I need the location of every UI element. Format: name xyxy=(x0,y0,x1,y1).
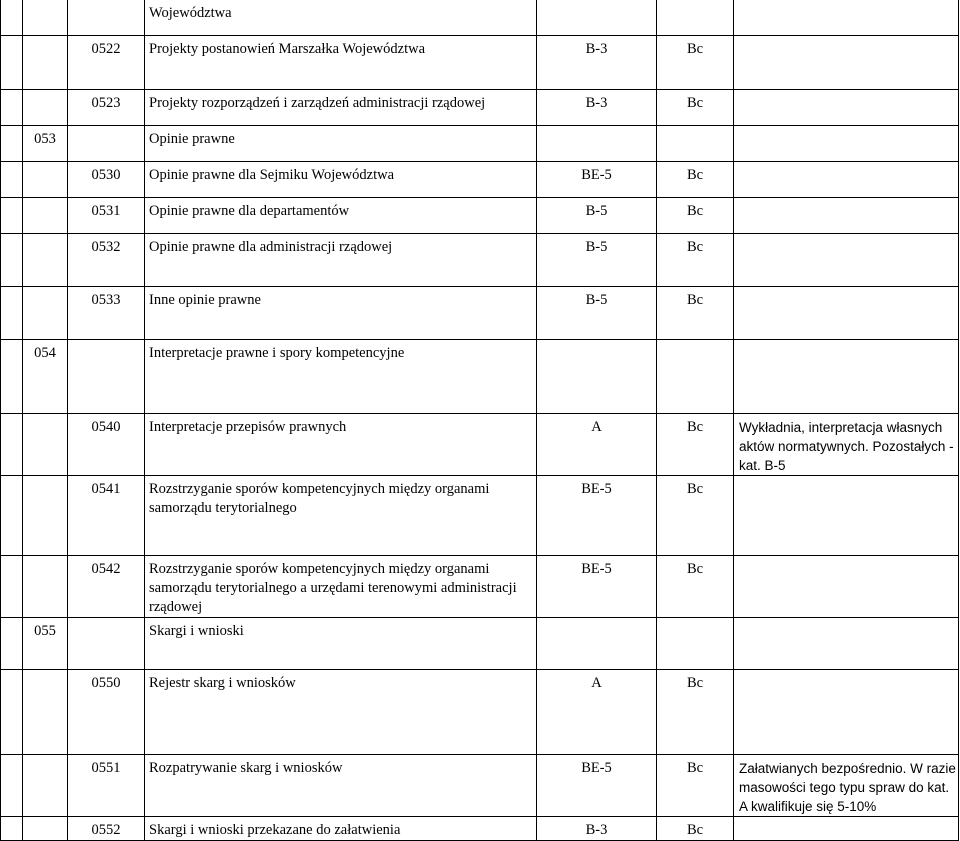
cell-kat: Bc xyxy=(657,162,734,198)
cell-col1 xyxy=(1,414,23,476)
cell-symbol: 0532 xyxy=(68,234,145,287)
cell-notes xyxy=(734,340,959,414)
cell-symbol: 0523 xyxy=(68,90,145,126)
cell-group-code xyxy=(23,198,68,234)
cell-category: A xyxy=(537,414,657,476)
cell-symbol xyxy=(68,340,145,414)
cell-kat: Bc xyxy=(657,90,734,126)
table-row xyxy=(1,126,959,162)
cell-group-code xyxy=(23,556,68,618)
cell-symbol: 0540 xyxy=(68,414,145,476)
cell-notes xyxy=(734,234,959,287)
cell-title: Skargi i wnioski przekazane do załatwienia xyxy=(145,817,537,841)
cell-col1 xyxy=(1,234,23,287)
table-row xyxy=(1,670,959,755)
cell-col1 xyxy=(1,0,23,36)
cell-title: Inne opinie prawne xyxy=(145,287,537,340)
cell-notes xyxy=(734,36,959,90)
cell-symbol xyxy=(68,618,145,670)
cell-group-code xyxy=(23,162,68,198)
cell-kat: Bc xyxy=(657,287,734,340)
cell-symbol: 0552 xyxy=(68,817,145,841)
table-row xyxy=(1,198,959,234)
cell-title: Opinie prawne dla departamentów xyxy=(145,198,537,234)
cell-group-code xyxy=(23,234,68,287)
cell-notes xyxy=(734,618,959,670)
cell-symbol: 0531 xyxy=(68,198,145,234)
cell-col1 xyxy=(1,36,23,90)
table-row xyxy=(1,36,959,90)
cell-kat: Bc xyxy=(657,36,734,90)
cell-category: BE-5 xyxy=(537,476,657,556)
cell-group-code xyxy=(23,287,68,340)
cell-symbol: 0522 xyxy=(68,36,145,90)
table-row xyxy=(1,755,959,817)
table-row xyxy=(1,234,959,287)
cell-category: A xyxy=(537,670,657,755)
table-row xyxy=(1,162,959,198)
cell-symbol: 0541 xyxy=(68,476,145,556)
cell-category: BE-5 xyxy=(537,162,657,198)
cell-notes xyxy=(734,287,959,340)
cell-category: BE-5 xyxy=(537,556,657,618)
cell-symbol: 0551 xyxy=(68,755,145,817)
table-row xyxy=(1,340,959,414)
cell-category: B-3 xyxy=(537,817,657,841)
cell-col1 xyxy=(1,670,23,755)
cell-title: Projekty rozporządzeń i zarządzeń administracji rządowej xyxy=(145,90,537,126)
cell-col1 xyxy=(1,476,23,556)
cell-group-code xyxy=(23,670,68,755)
cell-category xyxy=(537,618,657,670)
cell-category: B-5 xyxy=(537,234,657,287)
cell-notes: Załatwianych bezpośrednio. W razie masowości tego typu spraw do kat. A kwalifikuje się 5-10% xyxy=(734,755,959,817)
cell-kat: Bc xyxy=(657,670,734,755)
cell-kat xyxy=(657,618,734,670)
cell-notes xyxy=(734,126,959,162)
cell-notes xyxy=(734,198,959,234)
cell-title: Opinie prawne dla Sejmiku Województwa xyxy=(145,162,537,198)
cell-group-code xyxy=(23,755,68,817)
cell-notes xyxy=(734,0,959,36)
cell-title: Rozpatrywanie skarg i wniosków xyxy=(145,755,537,817)
cell-category: B-3 xyxy=(537,36,657,90)
cell-kat: Bc xyxy=(657,414,734,476)
cell-group-code xyxy=(23,476,68,556)
cell-title: Województwa xyxy=(145,0,537,36)
cell-symbol: 0530 xyxy=(68,162,145,198)
cell-title: Skargi i wnioski xyxy=(145,618,537,670)
cell-kat: Bc xyxy=(657,755,734,817)
cell-category xyxy=(537,340,657,414)
cell-group-code: 054 xyxy=(23,340,68,414)
cell-col3 xyxy=(68,0,145,36)
cell-col1 xyxy=(1,126,23,162)
cell-notes xyxy=(734,90,959,126)
cell-title: Projekty postanowień Marszałka Województwa xyxy=(145,36,537,90)
cell-category: B-5 xyxy=(537,287,657,340)
cell-kat: Bc xyxy=(657,476,734,556)
cell-notes xyxy=(734,162,959,198)
table-row xyxy=(1,817,959,841)
cell-title: Rozstrzyganie sporów kompetencyjnych między organami samorządu terytorialnego a urzędami terenowymi administracji rządowej xyxy=(145,556,537,618)
table-row xyxy=(1,287,959,340)
cell-title: Interpretacje prawne i spory kompetencyjne xyxy=(145,340,537,414)
cell-col1 xyxy=(1,198,23,234)
table-row xyxy=(1,90,959,126)
cell-title: Opinie prawne xyxy=(145,126,537,162)
cell-symbol xyxy=(68,126,145,162)
cell-col2 xyxy=(23,0,68,36)
cell-group-code: 055 xyxy=(23,618,68,670)
cell-kat: Bc xyxy=(657,817,734,841)
cell-group-code: 053 xyxy=(23,126,68,162)
cell-col1 xyxy=(1,618,23,670)
cell-group-code xyxy=(23,36,68,90)
cell-notes xyxy=(734,556,959,618)
cell-category: B-5 xyxy=(537,198,657,234)
cell-category: B-3 xyxy=(537,90,657,126)
cell-kat xyxy=(657,0,734,36)
cell-col1 xyxy=(1,556,23,618)
cell-title: Rejestr skarg i wniosków xyxy=(145,670,537,755)
cell-kat xyxy=(657,340,734,414)
cell-col1 xyxy=(1,817,23,841)
cell-notes xyxy=(734,476,959,556)
cell-title: Opinie prawne dla administracji rządowej xyxy=(145,234,537,287)
table-row xyxy=(1,618,959,670)
cell-category: BE-5 xyxy=(537,755,657,817)
cell-kat xyxy=(657,126,734,162)
cell-col1 xyxy=(1,162,23,198)
cell-notes xyxy=(734,670,959,755)
cell-kat: Bc xyxy=(657,556,734,618)
table-row xyxy=(1,476,959,556)
cell-category xyxy=(537,0,657,36)
cell-symbol: 0550 xyxy=(68,670,145,755)
cell-group-code xyxy=(23,414,68,476)
cell-kat: Bc xyxy=(657,198,734,234)
cell-col1 xyxy=(1,755,23,817)
cell-col1 xyxy=(1,287,23,340)
cell-symbol: 0542 xyxy=(68,556,145,618)
cell-title: Interpretacje przepisów prawnych xyxy=(145,414,537,476)
cell-notes: Wykładnia, interpretacja własnych aktów normatywnych. Pozostałych - kat. B-5 xyxy=(734,414,959,476)
cell-symbol: 0533 xyxy=(68,287,145,340)
cell-col1 xyxy=(1,90,23,126)
cell-col1 xyxy=(1,340,23,414)
cell-category xyxy=(537,126,657,162)
cell-group-code xyxy=(23,817,68,841)
table-row xyxy=(1,414,959,476)
cell-group-code xyxy=(23,90,68,126)
cell-kat: Bc xyxy=(657,234,734,287)
table-row xyxy=(1,0,959,36)
cell-title: Rozstrzyganie sporów kompetencyjnych między organami samorządu terytorialnego xyxy=(145,476,537,556)
cell-notes xyxy=(734,817,959,841)
table-row xyxy=(1,556,959,618)
